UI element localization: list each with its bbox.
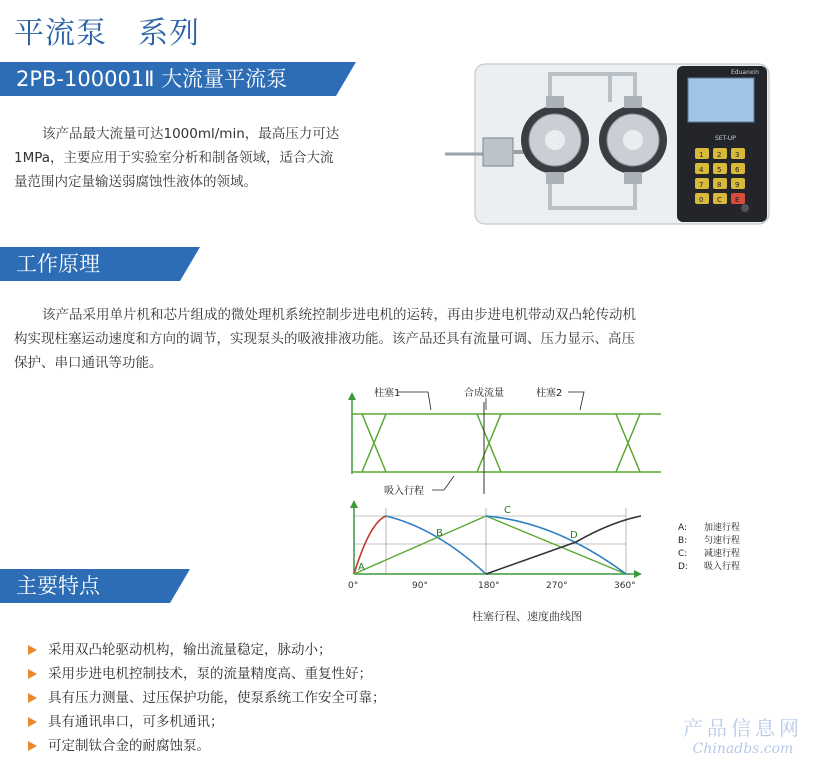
curve-letter-a: A (358, 562, 365, 573)
setting-label: SET-UP (715, 135, 736, 142)
bullet-arrow-icon (28, 693, 37, 703)
x-tick: 90° (412, 581, 428, 591)
legend-text: 吸入行程 (704, 562, 741, 572)
page-title: 平流泵 系列 (14, 16, 200, 51)
feature-text: 具有压力测量、过压保护功能，使泵系统工作安全可靠； (48, 690, 386, 706)
list-item (28, 686, 588, 710)
watermark (668, 716, 818, 758)
feature-text: 具有通讯串口，可多机通讯； (48, 714, 224, 730)
keypad-key-label: 4 (699, 166, 704, 174)
list-item (28, 638, 588, 662)
pump-product-image (445, 58, 775, 230)
legend-text: 加速行程 (704, 523, 741, 533)
intake-stroke-label: 吸入行程 (384, 486, 424, 497)
principle-paragraph (14, 303, 804, 375)
diagram-caption: 柱塞行程、速度曲线图 (472, 610, 582, 623)
intro-line: 1MPa，主要应用于实验室分析和制备领域，适合大流 (14, 150, 334, 166)
keypad-key-label: 1 (699, 151, 704, 159)
intro-line: 该产品最大流量可达1000ml/min，最高压力可达 (42, 126, 340, 142)
legend-key: B: (678, 536, 688, 546)
keypad-key-label: 9 (735, 181, 740, 189)
plunger-stroke-diagram (336, 382, 806, 632)
principle-line: 保护、串口通讯等功能。 (14, 355, 163, 371)
brand-text: Eduanxin (731, 69, 759, 76)
principle-banner: 工作原理 (0, 247, 180, 281)
list-item (28, 734, 588, 758)
upper-plot (348, 386, 661, 497)
bullet-arrow-icon (28, 741, 37, 751)
principle-line: 该产品采用单片机和芯片组成的微处理机系统控制步进电机的运转，再由步进电机带动双凸轮传动机 (42, 307, 636, 323)
keypad-key-label: 3 (735, 151, 740, 159)
intro-line: 量范围内定量输送弱腐蚀性液体的领域。 (14, 174, 257, 190)
product-banner: 2PB-100001Ⅱ 大流量平流泵 (0, 62, 336, 96)
curve-letter-c: C (504, 505, 511, 516)
x-tick: 270° (546, 581, 568, 591)
features-banner: 主要特点 (0, 569, 170, 603)
legend-key: C: (678, 549, 688, 559)
intro-paragraph (14, 122, 424, 194)
combined-flow-label: 合成流量 (464, 388, 504, 399)
curve-letter-d: D (570, 530, 578, 541)
bullet-arrow-icon (28, 717, 37, 727)
x-tick: 180° (478, 581, 500, 591)
legend-key: D: (678, 562, 688, 572)
watermark-line2: Chinadbs.com (692, 741, 794, 757)
keypad-key-label: E (735, 196, 740, 204)
plunger2-label: 柱塞2 (536, 388, 563, 399)
keypad-key-label: 8 (717, 181, 722, 189)
principle-line: 构实现柱塞运动速度和方向的调节，实现泵头的吸液排液功能。该产品还具有流量可调、压力显示、高压 (14, 331, 635, 347)
legend (678, 521, 740, 572)
keypad-key-label: 5 (717, 166, 722, 174)
list-item (28, 710, 588, 734)
list-item (28, 662, 588, 686)
keypad-key-label: 0 (699, 196, 704, 204)
bullet-arrow-icon (28, 669, 37, 679)
plunger1-label: 柱塞1 (374, 388, 401, 399)
bullet-arrow-icon (28, 645, 37, 655)
feature-text: 采用步进电机控制技术，泵的流量精度高、重复性好； (48, 666, 372, 682)
velocity-plot (348, 500, 642, 591)
keypad-key-label: 7 (699, 181, 704, 189)
x-tick: 0° (348, 581, 359, 591)
keypad-key-label: C (717, 196, 722, 204)
legend-text: 匀速行程 (704, 536, 741, 546)
keypad-key-label: 2 (717, 151, 722, 159)
legend-text: 减速行程 (704, 549, 741, 559)
feature-text: 可定制钛合金的耐腐蚀泵。 (48, 738, 210, 754)
keypad-key-label: 6 (735, 166, 740, 174)
x-tick: 360° (614, 581, 636, 591)
features-list (28, 638, 588, 758)
curve-letter-b: B (436, 528, 443, 539)
legend-key: A: (678, 523, 688, 533)
watermark-line1: 产品信息网 (683, 716, 803, 740)
feature-text: 采用双凸轮驱动机构，输出流量稳定，脉动小； (48, 642, 332, 658)
